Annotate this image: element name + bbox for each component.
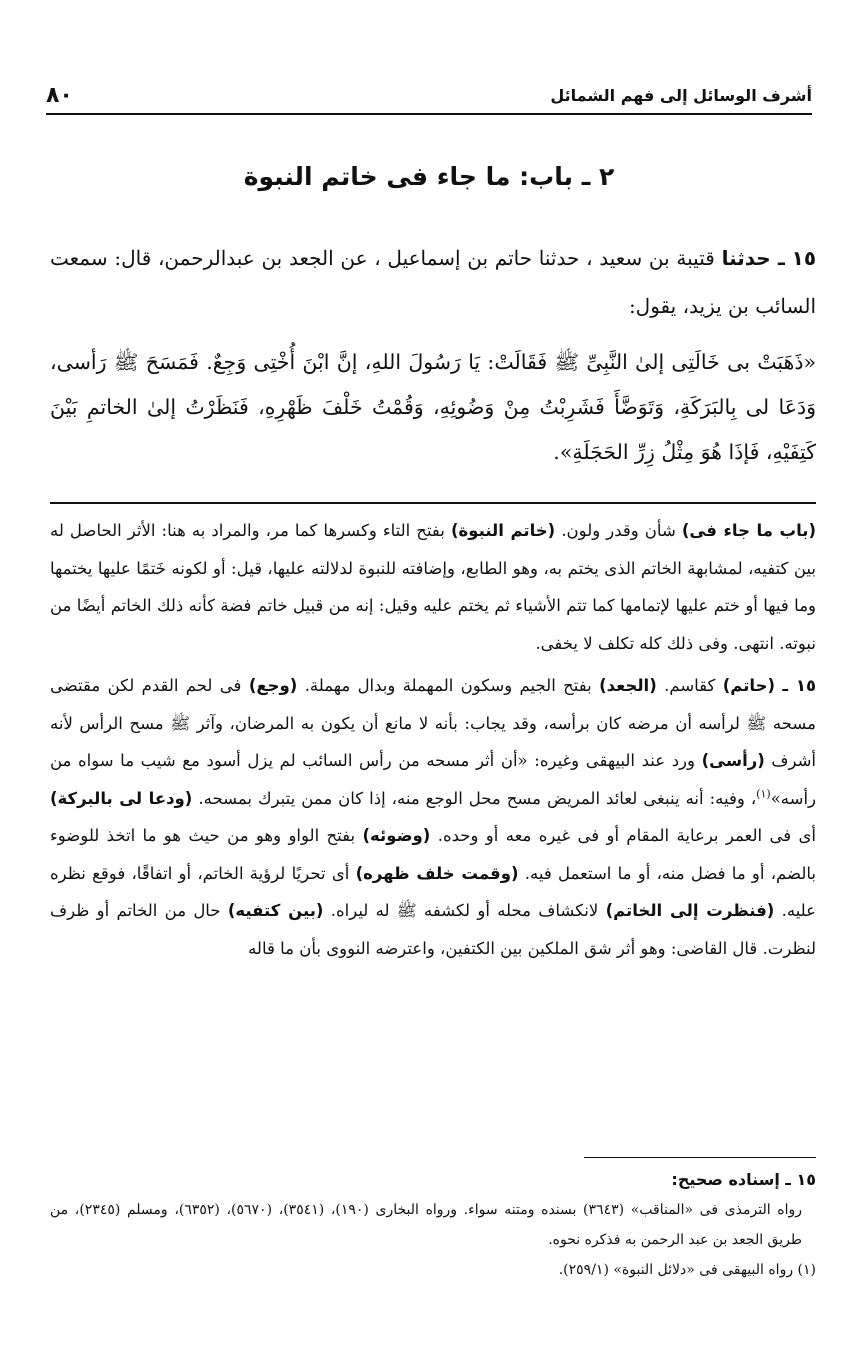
book-title: أشرف الوسائل إلى فهم الشمائل [550,85,812,105]
header-rule [46,113,812,115]
chapter-title: ٢ ـ باب: ما جاء فى خاتم النبوة [243,162,615,191]
footnote-1: (١) رواه البيهقى فى «دلائل النبوة» (٢٥٩/١). [558,1262,816,1278]
hadith-matn: «ذَهَبَتْ بى خَالَتِى إلىٰ النَّبِىِّ ﷺ فَقَالَتْ: يَا رَسُولَ اللهِ، إنَّ ابْنَ أُخْتِى وَجِعٌ. فَمَسَحَ ﷺ رَأسى، وَدَعَا لى بِالبَرَكَةِ، وَتَوَضَّأَ فَشَرِبْتُ مِنْ وَضُوئِهِ، وَقُمْتُ خَلْفَ ظَهْرِهِ، فَنَظَرْتُ إلىٰ الخاتمِ بَيْنَ كَتِفَيْهِ، فَإذَا هُوَ مِثْلُ زِرِّ الحَجَلَةِ». [50,350,816,464]
commentary-paragraph: ١٥ ـ (حاتم) كقاسم. (الجعد) بفتح الجيم وسكون المهملة وبدال مهملة. (وجع) فى لحم القدم لكن مقتضى مسحه ﷺ لرأسه أن مرضه كان برأسه، وقد يجاب: بأنه لا مانع أن يكون به المرضان، وآثر ﷺ مسح الرأس لأنه أشرف (رأسى) ورد عند البيهقى وغيره: «أن أثر مسحه من رأس السائب لم يزل أسود مع شيب ما سواه من رأسه»$^{(١)}$، وفيه: أنه ينبغى لعائد المريض مسح محل الوجع منه، إذا كان ممن يتبرك بمسحه. (ودعا لى بالبركة) أى فى العمر برعاية المقام أو فى غيره معه أو وحده. (وضوئه) بفتح الواو وهو من حيث هو ما اتخذ للوضوء بالضم، أو ما فضل منه، أو ما استعمل فيه. (وقمت خلف ظهره) أى تحريًا لرؤية الخاتم، أو اتفاقًا، فوقع نظره عليه. (فنظرت إلى الخاتم) لانكشاف محله أو لكشفه ﷺ له ليراه. (بين كتفيه) حال من الخاتم أو ظرف لنظرت. قال القاضى: وهو أثر شق الملكين بين الكتفين، واعترضه النووى بأن ما قاله [50,676,817,958]
hadith-isnad-text: قتيبة بن سعيد ، حدثنا حاتم بن إسماعيل ، عن الجعد بن عبدالرحمن، قال: سمعت السائب بن يزيد، يقول: [50,246,816,318]
footnote-rule [584,1157,816,1158]
running-header [46,78,812,112]
isnad-grade: ١٥ ـ إسناده صحيح: [671,1170,816,1189]
page-number: ٨٠ [46,82,73,108]
footnote-ref: (١) [756,787,771,800]
hadith-lead: ـ حدثنا [721,246,785,270]
commentary-paragraph: (باب ما جاء فى) شأن وقدر ولون. (خاتم النبوة) بفتح التاء وكسرها كما مر، والمراد به هنا: الأثر الحاصل له بين كتفيه، لمشابهة الخاتم الذى يختم به، وهو الطابع، وإضافته للنبوة لدلالته عليها، قيل: أو لكونه خَتمًا عليها يختمها وما فيها أو ختم عليها لإتمامها كما تتم الأشياء ثم يختم عليه وقيل: إنه من قبيل خاتم فضة كأنه ذلك الخاتم أيضًا من نبوته. انتهى. وفى ذلك كله تكلف لا يخفى. [50,521,817,653]
commentary [50,512,816,967]
hadith-isnad [50,234,816,330]
section-rule [50,502,816,504]
hadith-number: ١٥ [791,246,817,270]
takhrij-text: رواه الترمذى فى «المناقب» (٣٦٤٣) بسنده ومتنه سواء. ورواه البخارى (١٩٠)، (٣٥٤١)، (٥٦٧٠)، (٦٣٥٢)، ومسلم (٢٣٤٥)، من طريق الجعد بن عبد الرحمن به فذكره نحوه. [50,1202,802,1248]
footnotes [50,1165,816,1285]
